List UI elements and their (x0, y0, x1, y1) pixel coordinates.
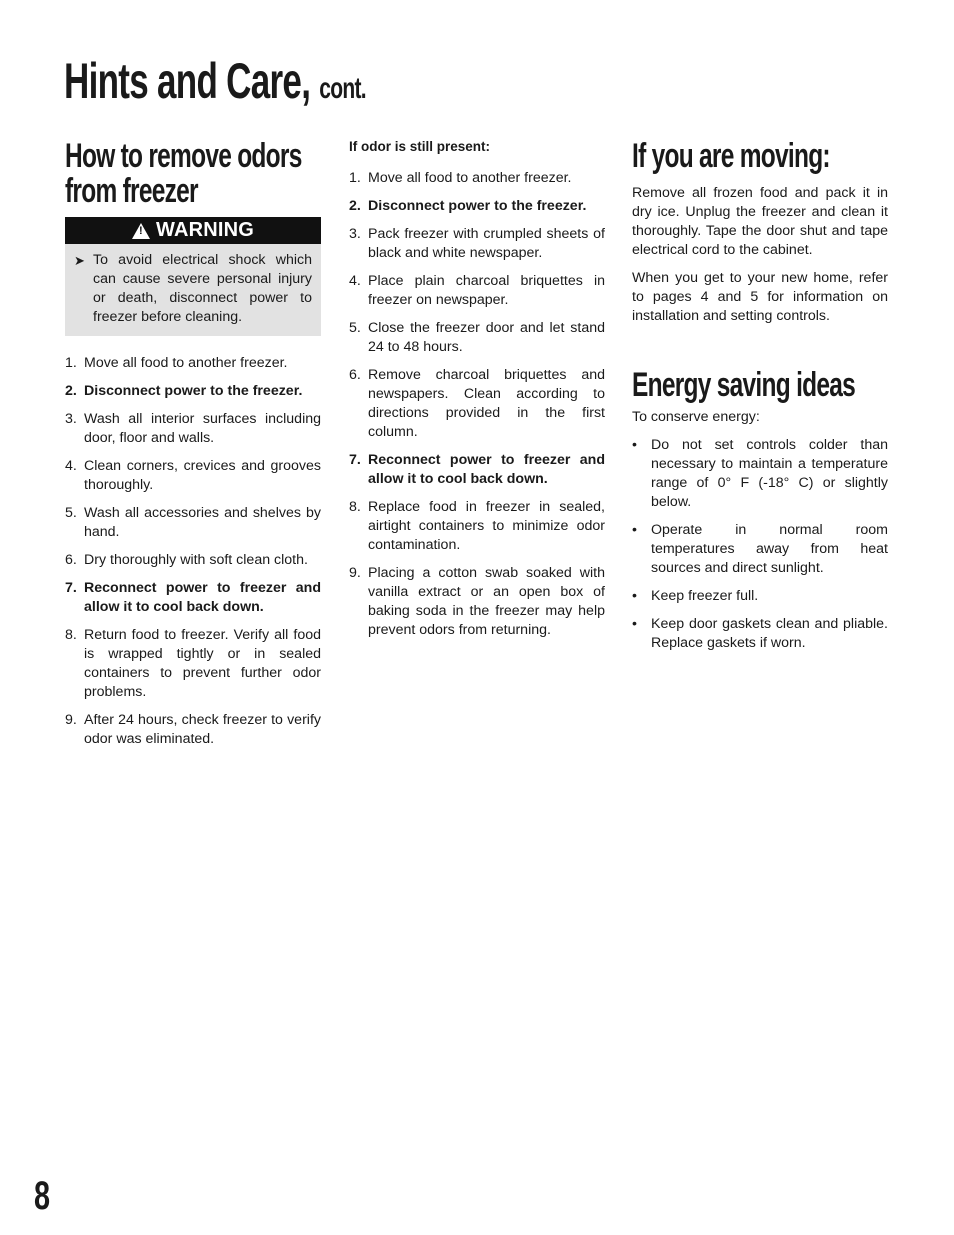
list-item (65, 711, 321, 749)
list-item (349, 197, 605, 216)
warning-body (65, 244, 321, 336)
list-item (349, 169, 605, 188)
remove-odors-section (65, 135, 321, 758)
list-item (349, 366, 605, 442)
list-item (65, 579, 321, 617)
step-text: Close the freezer door and let stand 24 to 48 hours. (368, 320, 605, 355)
energy-tip-text: Do not set controls colder than necessary to maintain a temperature range of 0° F (-18° C) or slightly below. (651, 437, 888, 510)
arrow-bullet-icon: ➤ (74, 253, 85, 268)
list-item (349, 451, 605, 489)
remove-odors-heading-line2: from freezer (65, 172, 198, 210)
step-text: Reconnect power to freezer and allow it to cool back down. (368, 452, 605, 487)
warning-triangle-icon (132, 223, 150, 239)
step-text: Reconnect power to freezer and allow it to cool back down. (84, 580, 321, 615)
step-text: Disconnect power to the freezer. (368, 198, 587, 214)
moving-heading: If you are moving: (632, 137, 830, 175)
step-number: 6. (349, 367, 361, 383)
step-text: After 24 hours, check freezer to verify odor was eliminated. (84, 712, 321, 747)
step-text: Wash all interior surfaces including door, floor and walls. (84, 411, 321, 446)
step-text: Clean corners, crevices and grooves thoroughly. (84, 458, 321, 493)
energy-tip-text: Operate in normal room temperatures away from heat sources and direct sunlight. (651, 522, 888, 576)
step-number: 1. (349, 170, 361, 186)
bullet-icon: • (632, 616, 637, 632)
list-item (65, 551, 321, 570)
page-title (64, 53, 366, 109)
odor-still-present-section (349, 135, 605, 649)
step-number: 2. (349, 198, 361, 214)
page-number: 8 (34, 1174, 50, 1218)
odor-still-present-subheading: If odor is still present: (349, 139, 491, 154)
list-item (65, 410, 321, 448)
list-item (349, 225, 605, 263)
bullet-icon: • (632, 522, 637, 538)
list-item (632, 436, 888, 512)
list-item (65, 354, 321, 373)
list-item (632, 521, 888, 578)
step-number: 3. (65, 411, 77, 427)
list-item (349, 319, 605, 357)
step-text: Return food to freezer. Verify all food is wrapped tightly or in sealed containers to prevent further odor problems. (84, 627, 321, 700)
step-text: Wash all accessories and shelves by hand. (84, 505, 321, 540)
list-item (632, 587, 888, 606)
energy-heading: Energy saving ideas (632, 366, 856, 404)
list-item (65, 504, 321, 542)
page-title-cont: cont. (319, 72, 366, 105)
step-number: 5. (349, 320, 361, 336)
step-number: 4. (349, 273, 361, 289)
list-item (632, 615, 888, 653)
step-text: Place plain charcoal briquettes in freezer on newspaper. (368, 273, 605, 308)
step-number: 1. (65, 355, 77, 371)
step-number: 8. (65, 627, 77, 643)
step-text: Replace food in freezer in sealed, airtight containers to minimize odor contamination. (368, 499, 605, 553)
bullet-icon: • (632, 437, 637, 453)
energy-intro: To conserve energy: (632, 409, 760, 425)
warning-banner (65, 217, 321, 244)
step-number: 2. (65, 383, 77, 399)
list-item (65, 382, 321, 401)
warning-label: WARNING (155, 219, 255, 241)
moving-paragraph-2: When you get to your new home, refer to pages 4 and 5 for information on installation and setting controls. (632, 270, 888, 324)
step-text: Move all food to another freezer. (84, 355, 288, 371)
moving-section (632, 135, 888, 662)
energy-tip-text: Keep door gaskets clean and pliable. Replace gaskets if worn. (651, 616, 888, 651)
step-number: 3. (349, 226, 361, 242)
step-number: 9. (349, 565, 361, 581)
list-item (65, 457, 321, 495)
warning-box (65, 217, 321, 336)
list-item (349, 564, 605, 640)
step-text: Disconnect power to the freezer. (84, 383, 303, 399)
page-title-main: Hints and Care, (64, 53, 311, 109)
step-number: 5. (65, 505, 77, 521)
step-number: 6. (65, 552, 77, 568)
step-number: 9. (65, 712, 77, 728)
step-text: Move all food to another freezer. (368, 170, 572, 186)
warning-text: To avoid electrical shock which can cause severe personal injury or death, disconnect power to freezer before cleaning. (93, 252, 312, 325)
list-item (65, 626, 321, 702)
step-text: Placing a cotton swab soaked with vanilla extract or an open box of baking soda in the freezer may help prevent odors from returning. (368, 565, 605, 638)
step-text: Remove charcoal briquettes and newspapers. Clean according to directions provided in the first column. (368, 367, 605, 440)
remove-odors-heading (65, 137, 302, 211)
remove-odors-heading-line1: How to remove odors (65, 137, 302, 175)
step-number: 8. (349, 499, 361, 515)
odor-removal-steps (65, 354, 321, 749)
step-number: 7. (349, 452, 361, 468)
moving-paragraph-1: Remove all frozen food and pack it in dry ice. Unplug the freezer and clean it thoroughly. Tape the door shut and tape electrical cord to the cabinet. (632, 185, 888, 258)
step-text: Pack freezer with crumpled sheets of black and white newspaper. (368, 226, 605, 261)
odor-still-present-steps (349, 169, 605, 640)
bullet-icon: • (632, 588, 637, 604)
step-number: 7. (65, 580, 77, 596)
energy-tips-list (632, 436, 888, 653)
energy-tip-text: Keep freezer full. (651, 588, 759, 604)
list-item (349, 498, 605, 555)
step-text: Dry thoroughly with soft clean cloth. (84, 552, 308, 568)
list-item (349, 272, 605, 310)
step-number: 4. (65, 458, 77, 474)
